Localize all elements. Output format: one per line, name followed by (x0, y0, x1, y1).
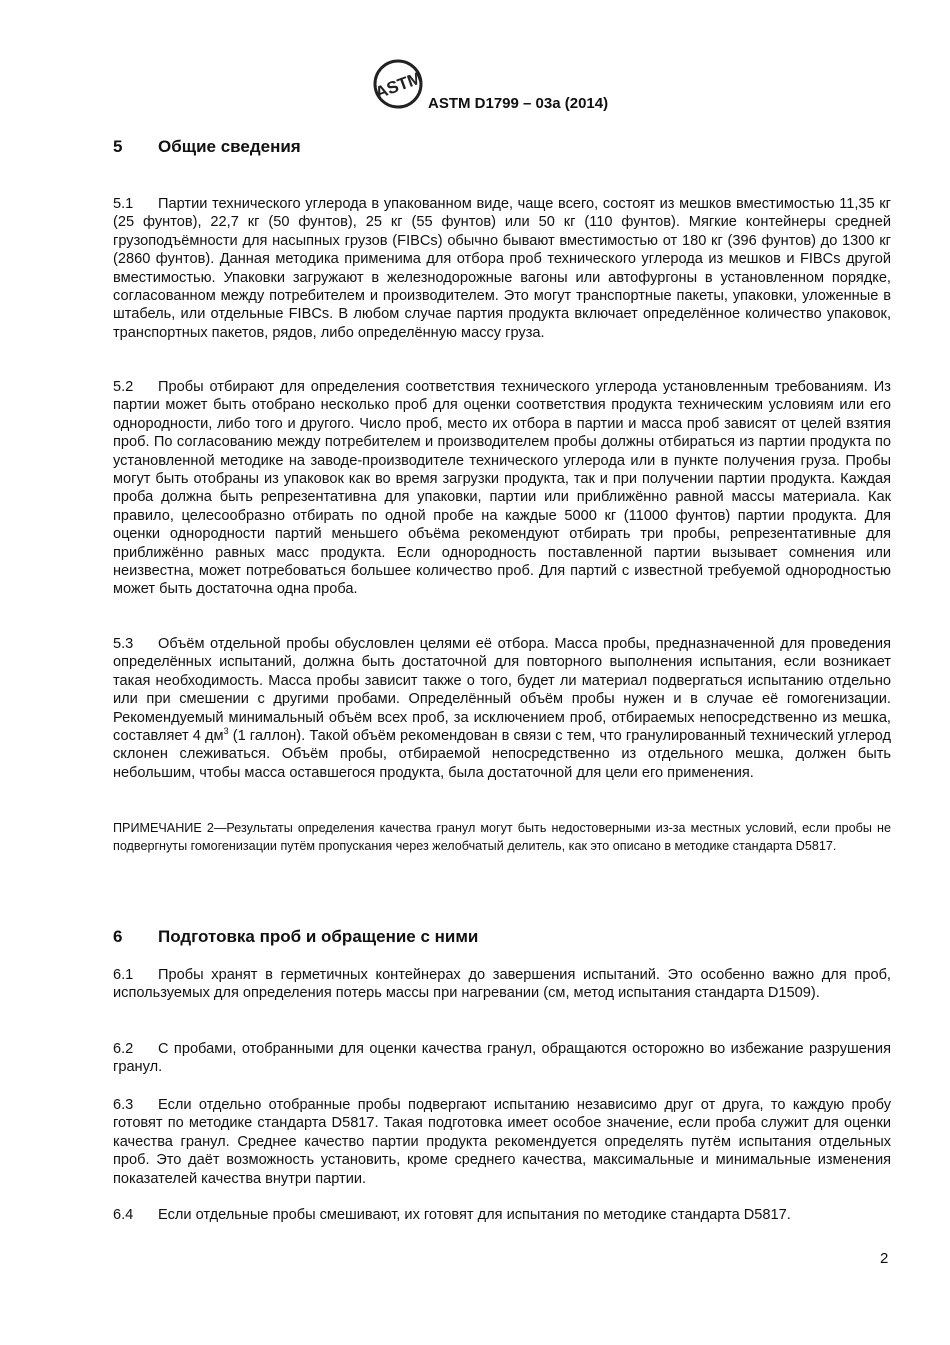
section-number: 6 (113, 927, 123, 946)
paragraph-number: 5.3 (113, 636, 134, 652)
astm-logo (370, 58, 426, 110)
paragraph-number: 6.1 (113, 967, 134, 983)
paragraph-6-4 (113, 1206, 891, 1224)
paragraph-number: 6.2 (113, 1041, 134, 1057)
paragraph-6-3 (113, 1096, 891, 1188)
section-5-heading (113, 137, 301, 157)
paragraph-text: Пробы отбирают для определения соответствия технического углерода установленным требованиям. Из партии может быть отобрано несколько проб для оценки соответствия продукта техническим условиям или его однородности, либо того и другого. Число проб, место их отбора в партии и масса проб зависят от целей взятия проб. По согласованию между потребителем и производителем пробы должны отбираться из партии продукта по установленной методике на заводе-производителе технического углерода или в пункте получения груза. Пробы могут быть отобраны из упаковок как во время загрузки продукта, так и при получении партии продукта. Каждая проба должна быть репрезентативна для упаковки, партии или приближённо равной массы материала. Как правило, целесообразно отбирать по одной пробе на каждые 5000 кг (11000 фунтов) партии продукта. Для оценки однородности партий меньшего объёма рекомендуют отбирать три пробы, репрезентативные для приближённо равных масс продукта. Если однородность поставленной партии вызывает сомнения или неизвестна, может потребоваться большее количество проб. Для партий с известной требуемой однородностью может быть достаточна одна проба. (113, 379, 891, 598)
section-title: Подготовка проб и обращение с ними (158, 927, 479, 946)
paragraph-number: 5.1 (113, 196, 134, 212)
section-title: Общие сведения (158, 137, 301, 156)
paragraph-text: Объём отдельной пробы обусловлен целями её отбора. Масса пробы, предназначенной для проведения определённых испытаний, должна быть достаточной для повторного выполнения испытания, если возникает такая необходимость. Масса пробы зависит также о того, будет ли материал подвергаться испытанию отдельно или при смешении с другими пробами. Определённый объём пробы нужен и в случае её гомогенизации. Рекомендуемый минимальный объём всех проб, за исключением проб, отбираемых непосредственно из мешка, составляет 4 дм (113, 636, 891, 745)
paragraph-text: Если отдельные пробы смешивают, их готовят для испытания по методике стандарта D5817. (158, 1207, 791, 1223)
paragraph-6-2 (113, 1040, 891, 1077)
paragraph-6-1 (113, 966, 891, 1003)
paragraph-text: Партии технического углерода в упакованном виде, чаще всего, состоят из мешков вместимостью 11,35 кг (25 фунтов), 22,7 кг (50 фунтов), 25 кг (55 фунтов) или 50 кг (110 фунтов). Мягкие контейнеры средней грузоподъёмности для насыпных грузов (FIBCs) обычно бывают вместимостью от 180 кг (396 фунтов) до 1300 кг (2860 фунтов). Данная методика применима для отбора проб технического углерода из мешков и FIBCs другой вместимостью. Упаковки загружают в железнодорожные вагоны или автофургоны в установленном порядке, согласованном между потребителем и производителем. Это могут транспортные пакеты, упаковки, уложенные в штабель, или отдельные FIBCs. В любом случае партия продукта включает определённое количество упаковок, транспортных пакетов, рядов, либо определённую массу груза. (113, 196, 891, 341)
paragraph-text: Если отдельно отобранные пробы подвергают испытанию независимо друг от друга, то каждую пробу готовят по методике стандарта D5817. Такая подготовка имеет особое значение, если проба служит для оценки качества гранул. Среднее качество партии продукта рекомендуется определять путём испытания отдельных проб. Это даёт возможность установить, кроме среднего качества, максимальные и минимальные изменения показателей качества внутри партии. (113, 1097, 891, 1187)
section-number: 5 (113, 137, 123, 156)
section-6-heading (113, 927, 478, 947)
note-2: ПРИМЕЧАНИЕ 2—Результаты определения качества гранул могут быть недостоверными из-за местных условий, если пробы не подвергнуты гомогенизации путём пропускания через желобчатый делитель, как это описано в методике стандарта D5817. (113, 821, 891, 853)
page-number: 2 (880, 1250, 889, 1267)
paragraph-number: 6.3 (113, 1097, 134, 1113)
paragraph-text: (1 галлон). Такой объём рекомендован в связи с тем, что гранулированный технический углерод склонен слеживаться. Объём пробы, отбираемой непосредственно из отдельного мешка, должен быть небольшим, чтобы масса оставшегося продукта, была достаточной для цели его применения. (113, 728, 891, 781)
paragraph-number: 5.2 (113, 379, 134, 395)
paragraph-5-1 (113, 195, 891, 342)
paragraph-text: С пробами, отобранными для оценки качества гранул, обращаются осторожно во избежание разрушения гранул. (113, 1041, 891, 1076)
svg-text:ASTM: ASTM (372, 68, 425, 103)
paragraph-text: Пробы хранят в герметичных контейнерах до завершения испытаний. Это особенно важно для проб, используемых для определения потерь массы при нагревании (см, метод испытания стандарта D1509). (113, 967, 891, 1002)
superscript: 3 (223, 726, 229, 737)
paragraph-5-2 (113, 378, 891, 599)
document-id: ASTM D1799 – 03a (2014) (428, 95, 609, 112)
paragraph-number: 6.4 (113, 1207, 134, 1223)
paragraph-5-3 (113, 635, 891, 782)
